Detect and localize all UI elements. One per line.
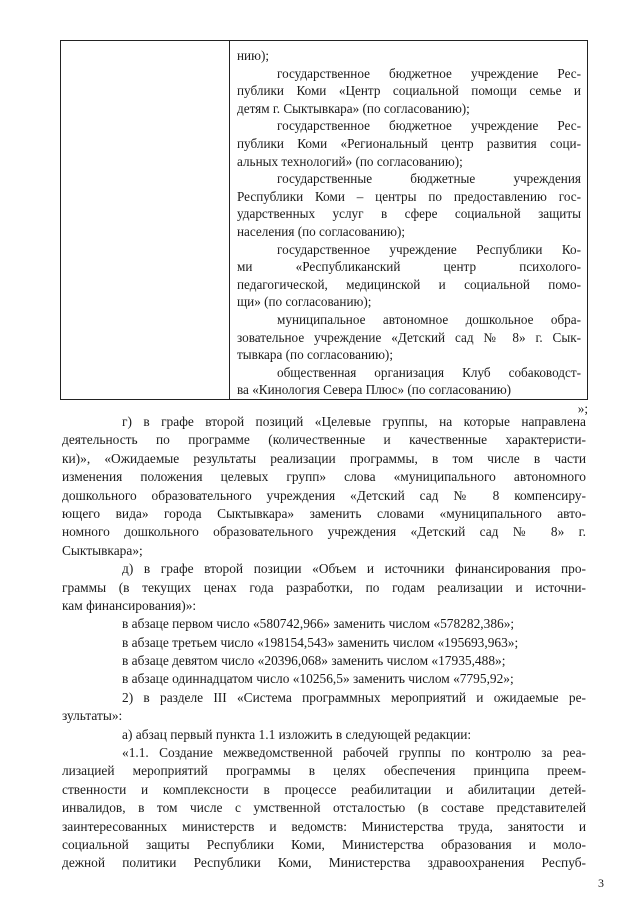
paragraph-line: изменения положения целевых групп» слова «муниципального автономного	[62, 469, 586, 485]
paragraph-line: социальной защиты Республики Коми, Министерства образования и моло-	[62, 836, 586, 852]
table-text-line: ударственных услуг в сфере социальной защиты	[237, 206, 581, 222]
table-right-cell	[237, 47, 581, 399]
page-number: 3	[598, 876, 604, 890]
paragraph-line: номного дошкольного образовательного учреждения «Детский сад № 8» г.	[62, 524, 586, 540]
table-text-line: тывкара (по согласованию);	[237, 347, 393, 363]
paragraph-line: г) в графе второй позиций «Целевые группы, на которые направлена	[122, 414, 586, 429]
table-text-line: публики Коми «Центр социальной помощи семье и	[237, 83, 581, 99]
paragraph-line: ющего вида» города Сыктывкара» заменить словами «муниципального авто-	[62, 505, 586, 521]
continued-table	[60, 40, 588, 400]
table-text-line: зовательное учреждение «Детский сад № 8» г. Сык-	[237, 329, 581, 345]
paragraph-line: дошкольного образовательного учреждения «Детский сад № 8 компенсиру-	[62, 487, 586, 503]
paragraph-line: 2) в разделе III «Система программных мероприятий и ожидаемые ре-	[122, 689, 586, 705]
table-text-line: населения (по согласованию);	[237, 223, 406, 239]
table-text-line: ми «Республиканский центр психолого-	[237, 259, 581, 275]
table-text-line: Республики Коми – центры по предоставлению гос-	[237, 188, 581, 204]
paragraph-line: ки)», «Ожидаемые результаты реализации программы, в том числе в части	[62, 450, 586, 466]
table-column-divider	[229, 41, 230, 399]
paragraph-line: деятельность по программе (количественные и качественные характеристи-	[62, 432, 586, 448]
table-text-line: педагогической, медицинской и социальной помо-	[237, 276, 581, 292]
paragraph-line: а) абзац первый пункта 1.1 изложить в следующей редакции:	[122, 726, 472, 742]
paragraph-line: в абзаце третьем число «198154,543» заменить числом «195693,963»;	[122, 634, 519, 650]
table-text-line: нию);	[237, 48, 270, 63]
paragraph-line: в абзаце одиннадцатом число «10256,5» заменить числом «7795,92»;	[122, 671, 514, 687]
table-text-line: публики Коми «Региональный центр развития соци-	[237, 135, 581, 151]
paragraph-line: лизацией мероприятий программы в целях обеспечения принципа преем-	[62, 763, 586, 779]
table-closing-quote: »;	[577, 401, 588, 416]
paragraph-line: Сыктывкара»;	[62, 542, 143, 558]
table-text-line: альных технологий» (по согласованию);	[237, 153, 463, 169]
table-text-line: ва «Кинология Севера Плюс» (по согласованию)	[237, 382, 512, 398]
table-text-line: государственное бюджетное учреждение Рес-	[277, 65, 581, 81]
paragraph-line: инвалидов, в том числе с умственной отсталостью (в составе представителей	[62, 800, 586, 816]
paragraph-line: «1.1. Создание межведомственной рабочей группы по контролю за реа-	[122, 745, 586, 761]
table-text-line: щи» (по согласованию);	[237, 294, 372, 310]
paragraph-line: в абзаце девятом число «20396,068» заменить числом «17935,488»;	[122, 653, 506, 669]
paragraph-line: д) в графе второй позиции «Объем и источники финансирования про-	[122, 561, 586, 577]
paragraph-line: граммы (в текущих ценах года разработки, по годам реализации и источни-	[62, 579, 586, 595]
paragraph-line: дежной политики Республики Коми, Министерства здравоохранения Респуб-	[62, 855, 586, 871]
table-text-line: государственное учреждение Республики Ко-	[277, 241, 581, 257]
paragraph-line: зультаты»:	[62, 708, 123, 724]
paragraph-line: ственности и комплексности в процессе реабилитации и абилитации детей-	[62, 781, 586, 797]
paragraph-line: в абзаце первом число «580742,966» заменить числом «578282,386»;	[122, 616, 515, 632]
table-text-line: общественная организация Клуб собаководст-	[277, 364, 581, 380]
body-text	[62, 413, 586, 873]
table-text-line: муниципальное автономное дошкольное обра-	[277, 311, 581, 327]
paragraph-line: кам финансирования)»:	[62, 597, 197, 613]
paragraph-line: заинтересованных министерств и ведомств: Министерства труда, занятости и	[62, 818, 586, 834]
table-text-line: государственные бюджетные учреждения	[277, 171, 581, 187]
table-text-line: государственное бюджетное учреждение Рес-	[277, 118, 581, 134]
table-text-line: детям г. Сыктывкара» (по согласованию);	[237, 100, 470, 116]
